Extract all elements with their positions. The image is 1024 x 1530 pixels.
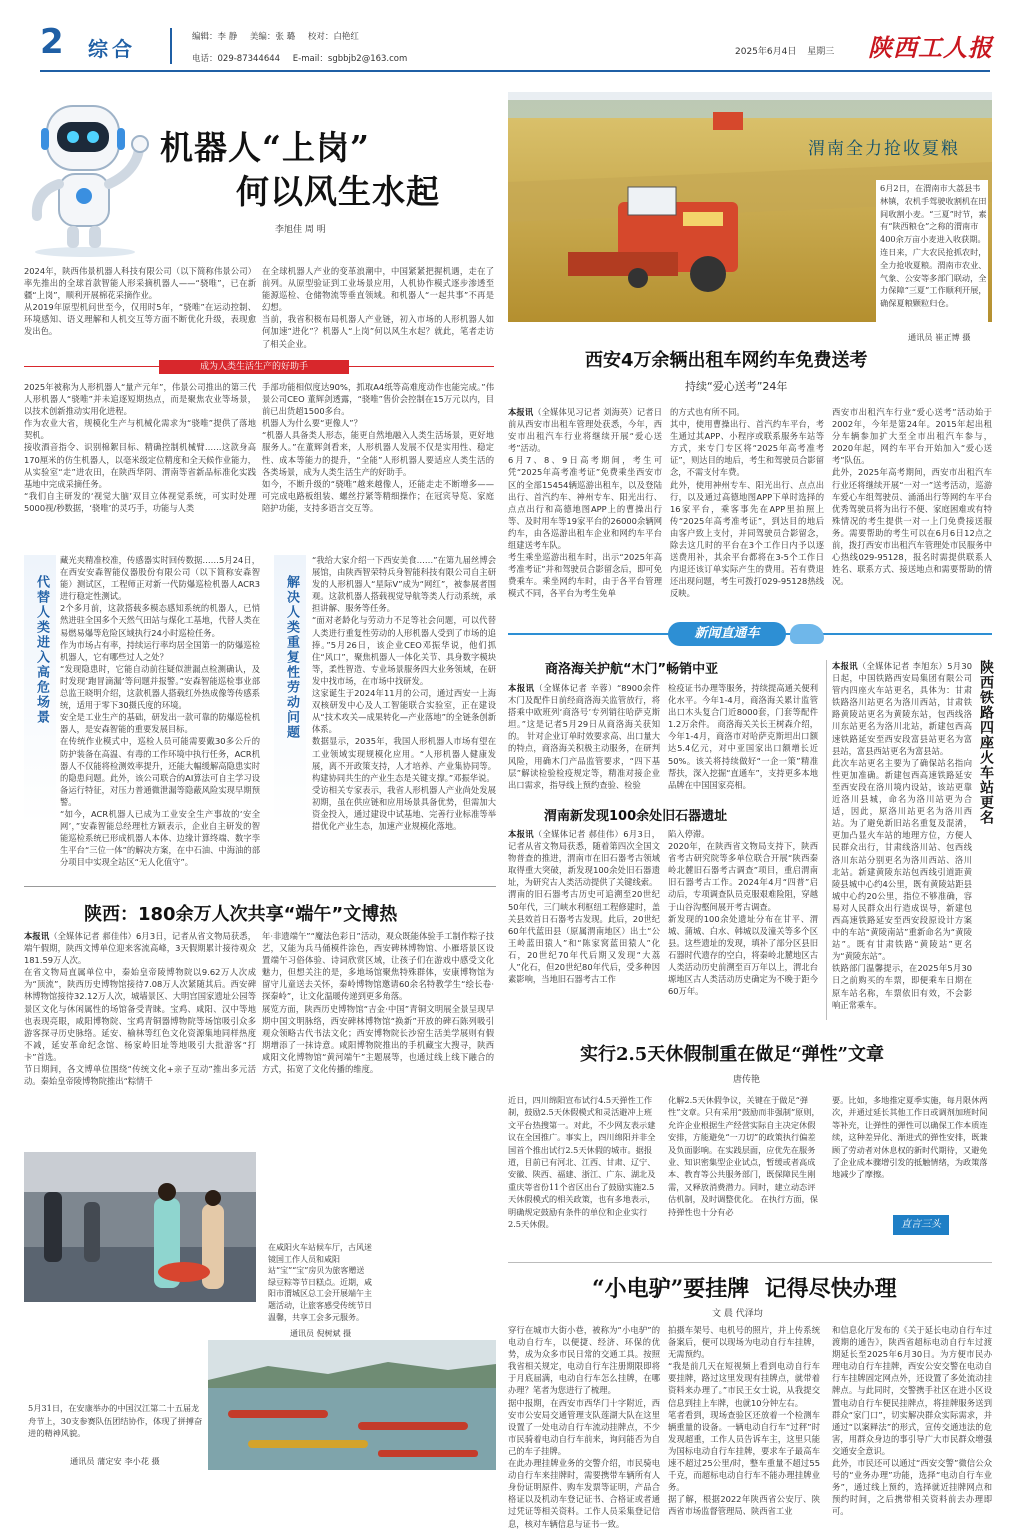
railway-headline: 陕西铁路四座火车站更名 <box>978 660 994 825</box>
sidebar-right-title <box>274 555 306 825</box>
customs-lead: 本报讯 <box>508 683 535 693</box>
ebike-byline: 文 晨 代泽均 <box>712 1309 763 1319</box>
dragon-col2: 年·非遗端午”“魔法色彩日”活动，观众既能体验手工制作粽子技艺，又能为兵马俑模件涂色，西安碑林博物馆、小雁塔景区设置端午习俗体验、诗词欣赏区域，让孩子们在游戏中感受文化魅力，但想关注的是，多地场馆聚焦特殊群体，安康博物馆为留守儿童送去关怀，秦岭博物馆邀请60余名特教学生“绘长卷·探秦岭”，让文化温暖传递到更多角落。 展览方面，陕西历史博物馆“吉金·中国”青铜文明展全景呈现早期中国文明脉络，西安碑林博物馆“换新”开放的碑石陈列吸引观众领略古代书法文化；西安博物院长沙窑生活美学展则有假期增添了一抹诗意。咸阳博物院推出的手机藏宝大搜寻，陕西咸阳文化博物馆“黄河端午”主题展等，也通过线上线下融合的方式，拓宽了文化传播的维度。 <box>262 931 494 1075</box>
customs-col2: 检疫证书办理等服务，持续提高通关便利化水平。今年1-4月，商洛海关累计监管出口木头复合门近8000套，门套等配件1.2万余件。 商洛海关关长王树森介绍，今年1-4月，商洛市对哈萨克斯坦出口额达5.4亿元，对中亚国家出口额增长近50%。该关将持续做好“一企一策”精准帮扶，深入挖掘“直通车”，支持更多本地品牌在中国国家亮相。 <box>668 683 818 790</box>
customs-reporter: （全媒体记者 辛蓉） <box>534 683 617 693</box>
railway-lead: 本报讯 <box>832 661 858 671</box>
railway-reporter: （全媒体记者 李旭东） <box>857 661 948 671</box>
ebike-headline: “小电驴”要挂牌 记得尽快办理 <box>592 1276 897 1302</box>
ebike-col1: 穿行在城市大街小巷，被称为“小电驴”的电动自行车，以便捷、经济、环保的优势，成为众多市民日常的交通工具。按照我省相关规定，电动自行车注册期限即将于月底届满，电动自行车怎么挂牌，在哪办理？笔者为您进行了梳理。 据中报期，在西安市西华门十字附近，西安市公安局交通管理支队莲湖大队在这里设置了一处电动自行车流动挂牌点，不少市民骑着电动自行车前来，询问能否为自己的车子挂牌。 在此办理挂牌业务的交警介绍，市民骑电动自行车来挂牌时，需要携带车辆所有人身份证明原件、购车发票等证明，产品合格证以及机动车登记证书、合格证或者通过凭证等相关资料。工作人员采集登记信息，核对车辆信息与证书一致。 <box>508 1325 660 1529</box>
customs-col1 <box>508 682 660 800</box>
harvest-credit: 通讯员 崔正博 摄 <box>908 332 971 342</box>
taxi-lead: 本报讯 <box>508 407 534 417</box>
holiday-col1: 近日，四川绵阳宣布试行4.5天弹性工作制，鼓励2.5天休假模式和灵活避冲上班文平台热搜第一。对此，不少网友表示建议在全国推广。事实上，四川绵阳并非全国首个推出试行2.5天休假的城市。据报道，目前已有河北、江西、甘肃、辽宁、安徽、陕西、福建、浙江、广东、湖北及重庆等省份11个省区出台了鼓励实施2.5天休假模式的相关政策，也有多地表示，明确规定鼓励有条件的单位和企业实行2.5天休假。 <box>508 1095 656 1230</box>
sidebar-left-title <box>24 555 56 825</box>
station-credit: 通讯员 倪树斌 摄 <box>290 1329 352 1338</box>
robot-byline: 李旭佳 周 明 <box>275 225 326 235</box>
news-express-label: 新闻直通车 <box>668 622 786 646</box>
taxi-col2: 的方式也有所不同。 其中，使用曹操出行、首汽约车平台，考生通过其APP、小程序或联系服务车站等方式，来专门专区将“2025年高考准考证”，则达目的地后，考生和驾驶员合影留念，不需支付车费。 此外，使用神州专车、阳光出行、点点出行，以及通过高德地图APP下单时选择的16家平台，乘客事先在APP里拍照上传“2025年高考准考证”，到达目的地后由客户致上支付，并同驾驶员合影留念，除去这几时的平台在3个工作日内予以逐送费用补，其余平台都将在3-5个工作日内退还该订单实际产生的费用。若有费退还出现问题，考生可拨打029-95128热线反映。 <box>670 407 824 599</box>
robot-sec1-col1: 2025年被称为人形机器人“量产元年”，伟景公司推出的第三代人形机器人“骁唯”并未追逐短期热点，而是聚焦农业等场景，以技术创新推动实用化进程。 作为农业大省，规模化生产与机械化需求为“骁唯”提供了落地契机。 接收酒音指令、识别棉絮目标、精确控制机械臂……这款身高170厘米的仿生机器人，以毫米级定位精度和全天候作业能力，从实验室“走”进农田，在陕西华阴、渭南等省新品标准化实践基地中完成采摘任务。 “我们自主研发的‘视觉大脑’双目立体视觉系统，可实时处理5000视/秒数据，‘骁唯’的灵巧手，功能与人类 <box>24 382 256 513</box>
holiday-col2: 化解2.5天休假争议，关键在于做足“弹性”文章。只有采用“鼓励而非强制”原则，允许企业根据生产经营实际自主决定休假安排，方能避免“一刀切”的政策执行偏差及负面影响。在实践层面，应优先在服务业、知识密集型企业试点，暂缓或者高成本、教育等公共服务部门，既保障民生刚需，又释放消费潜力。同时，建立动态评估机制，及时调整优化。 在执行方面，保持弹性也十分有必 <box>668 1095 820 1217</box>
dragon-boat-credit: 通讯员 蒲定安 李小花 摄 <box>70 1456 160 1466</box>
news-express-banner <box>508 622 992 646</box>
header-credits <box>192 30 359 42</box>
section-name: 综合 <box>88 37 136 61</box>
news-car-icon <box>790 624 824 644</box>
masthead-logo: 陕西工人报 <box>868 33 993 62</box>
header-contact <box>192 52 407 64</box>
sites-reporter: （全媒体记者 郝佳伟） <box>533 829 624 839</box>
sidebar-left-body: 藏光夹精准校准，传感器实时回传数据……5月24日，在西安安森智能仪器股份有限公司（以下简称安森智能）测试区，工程师正对新一代防爆巡检机器人ACR3进行稳定性测试。 2个多月前，这款搭载多模态感知系统的机器人，已悄然进驻全国多个天然气田站与煤化工基地，代替人类在易燃易爆等危险区域执行24小时巡检任务。 作为市场占有率，持续运行率均居全国第一的防爆巡检机器人，它有哪些过人之处？ “发现隐患时，它能自动前往疑似泄漏点检测确认，及时发现‘跑冒滴漏’等问题并报警。”安森智能巡检事业部总监王晓明介绍，这款机器人搭载红外热成像等传感系统，适用于零下30摄氏度的环境。 安全是工业生产的基础，研发出一款可靠的防爆巡检机器人，是安森智能的重要发展目标。 在传统作业模式中，巡检人员可能需要戴30多公斤的防护装备在高温、有毒的工作环境中执行任务，ACR机器人不仅能将检测效率提升，还能大幅缓解高隐患实时的隐患问题。此外，该公司联合的AI算法可自主学习设备运行特征，对压力普通微泄漏等隐蔽风险实现早期预警。 “如今，ACR机器人已成为工业安全生产事故的‘安全网’，”安森智能总经理杜方颖表示，企业自主研发的智能巡检系统已形成机器人本体、边缘计算终端、数字孪生平台“三位一体”的解决方案，在中石油、中海油的部分项目中实现全站区“无人化值守”。 <box>60 555 260 868</box>
holiday-headline: 实行2.5天休假制重在做足“弹性”文章 <box>580 1044 885 1065</box>
harvest-photo-label: 渭南全力抢收夏粮 <box>808 139 960 159</box>
dragon-lead: 本报讯 <box>24 931 50 941</box>
sidebar-left-title-text: 代替人类进入高危场景 <box>34 575 49 725</box>
editor-label: 编辑：李 静 <box>192 32 238 42</box>
robot-headline-line2: 何以风生水起 <box>236 172 440 211</box>
railway-body-text: 5月30日起，中国铁路西安局集团有限公司管内四座火车站更名，具体为：甘肃铁路洛川站更名为洛川西站，甘肃铁路黄陵站更名为黄陵东站，包西线洛川东站更名为洛川北站，新建包西高速铁路延安至西安段富县站更名为富县站，富县西站更名为富县站。 此次车站更名主要为了确保站名指向性更加准确。新建包西高速铁路延安至西安段在洛川境内设站，该站更靠近洛川县城，命名为洛川站更为合适，因此，原洛川站更名为洛川西站。为了避免新旧站名重复及混淆，更加凸显火车站的地理方位，方便人民群众出行，甘肃线洛川站、包西线洛川东站分别更名为洛川西站、洛川北站。新建黄陵东站包西线引道距黄陵县城中心约4公里，既有黄陵站距县城中心约20公里，指位不够准确，容易对人民群众出行造成误导，新建包西高速铁路延安至西安段原设计方案中的车站“黄陵南站”重新命名为“黄陵站”。既有甘肃铁路“黄陵站”更名为“黄陵东站”。 铁路部门温馨提示，在2025年5月30日之前购买的车票，即便乘车日期在原车站名称，车票依旧有效，不会影响正常乘车。 <box>832 661 972 1010</box>
harvest-caption: 6月2日，在渭南市大荔县韦林镇，农机手驾驶收割机在田间收割小麦。“三夏”时节，素有“陕西粮仓”之称的渭南市400余万亩小麦进入收获期。连日来，广大农民抢抓农时，全力抢收夏粮。渭南市农业、气象、公安等多部门联动，全力保障“三夏”工作顺利开展，确保夏粮颗粒归仓。 <box>876 180 988 330</box>
weekday-text: 星期三 <box>807 47 835 57</box>
robot-illustration <box>15 92 155 257</box>
sites-col2: 陷入停滞。 2020年，在陕西省文物局支持下，陕西省考古研究院等多单位联合开展“陕西秦岭北麓旧石器考古调查”项目，重启渭南旧石器考古工作。2024年4月“四普”启动后，专项调查队员克服艰难险阻，穿越于山谷沟壑间展开考古调查。 新发现的100余处遗址分布在甘平、渭城、蒲城、白水、韩城以及潼关等多个区县。这些遗址的发现，填补了部分区县旧石器时代遗存的空白，将秦岭北麓地区古人类活动历史前溯至百万年以上，渭北台塬地区古人类活动历史确定为不晚于距今60万年。 <box>668 829 818 997</box>
proof-label: 校对：白艳红 <box>307 32 359 42</box>
robot-headline-line1: 机器人“上岗” <box>160 128 370 167</box>
station-caption: 在咸阳火车站候车厅，古风迷镜国工作人员和咸阳站“宝”“宝”房贝为旅客赠送绿豆粽等节日糕点。近期，咸阳市渭城区总工会开展端午主题活动，让旅客感受传统节日温馨，共享工会多元服务。 <box>268 1243 372 1322</box>
header-rule <box>40 70 990 72</box>
subhead-life-helper: 成为人类生活生产的好助手 <box>159 360 349 374</box>
sites-lead: 本报讯 <box>508 829 534 839</box>
dragon-reporter: （全媒体记者 郝佳伟） <box>49 931 137 941</box>
taxi-subtitle: 持续“爱心送考”24年 <box>685 380 788 393</box>
taxi-reporter: （全媒体见习记者 刘海英） <box>533 407 637 417</box>
ebike-col2: 拍摄车架号、电机号的照片，并上传系统备案后，便可以现场为电动自行车挂牌，无需预约。 “我是前几天在短视频上看到电动自行车要挂牌，路过这里发现有挂牌点，就带着资料来办理了。”市民王女士说，从我提交信息到挂上车牌，也就10分钟左右。 笔者看到，现场查验区还放着一个检测车辆重量的设备。一辆电动自行车“过秤”时发现超重，工作人员告诉车主，这里只能为国标电动自行车挂牌，要求车子最高车速不超过25公里/时，整车重量不超过55千克，而超标电动自行车不能办理挂牌业务。 据了解，根据2022年陕西省公安厅、陕西省市场监督管理局、陕西省工业 <box>668 1325 820 1517</box>
holiday-bottom-rule <box>508 1262 992 1263</box>
dragon-headline: 陕西：180余万人次共享“端午”文博热 <box>84 904 398 925</box>
phone-text: 电话：029-87344644 <box>192 54 281 64</box>
railway-vertical-rule <box>826 660 827 1020</box>
dragon-col1 <box>24 930 256 1142</box>
dragon-boat-photo <box>208 1340 496 1470</box>
robot-subhead-bar <box>24 360 494 374</box>
taxi-col1-text: 记者日前从西安市出租车管理处获悉，今年，西安市出租汽车行业将继续开展“爱心送考”活动。 6月7、8、9日高考期间，考生可凭“2025年高考准考证”免费乘坐西安市区的全部15454辆巡游出租车，以及登陆出行、首汽约车、神州专车、阳光出行、点点出行和高德地图APP上的曹操出行等、及时用车等19家平台的26000余辆网约车，由各巡游出租车企业和网约车平台组建送考车队。 考生乘坐巡游出租车时，出示“2025年高考准考证”并和驾驶员合影留念后，即可免费乘车。乘坐网约车时，由于各平台管理模式不同，各平台为考生免单 <box>508 407 662 599</box>
holiday-tag: 直言三头 <box>893 1215 949 1235</box>
robot-bottom-rule <box>24 886 496 887</box>
holiday-author: 唐传艳 <box>733 1075 761 1085</box>
taxi-col3: 西安市出租汽车行业“爱心送考”活动始于2002年，今年是第24年。2015年起出租分车辆参加扩大至全市出租汽车参与，2020年起，网约车平台开始加入“爱心送考”队伍。 此外，2025年高考期间，西安市出租汽车行业还将继续开展“一对一”送考活动，巡游车爱心车组驾驶员、涌涌出行等网约车平台优秀驾驶员将为出行不便、家庭困难或有特殊情况的考生提供一对一上门免费接送服务。需要帮助的考生可以在6月6日12点之前，拨打西安市出租汽车管理处市民服务中心热线029-95128，报名时需提供联系人姓名、联系方式、接送地点和需要帮助的情况。 <box>832 407 992 587</box>
sidebar-right-title-text: 解决人类重复性劳动问题 <box>284 575 299 740</box>
date-text: 2025年6月4日 <box>735 47 797 57</box>
customs-headline: 商洛海关护航“木门”畅销中亚 <box>545 662 719 677</box>
sites-col1 <box>508 828 660 1023</box>
ebike-col3: 和信息化厅发布的《关于延长电动自行车过渡期的通告》，陕西省超标电动自行车过渡期延长至2025年6月30日。为方便市民办理电动自行车挂牌，西安公安交警在电动自行车挂牌固定网点外，还设置了多处流动挂牌点。与此同时，交警携手社区在进小区设置电动自行车便民挂牌点，将挂牌服务送到群众“家门口”，切实解决群众实际需求，并通过“以案释法”的形式，宣传交通违法的危害，用群众身边的事引导广大市民群众增强交通安全意识。 此外，市民还可以通过“西安交警”微信公众号的“业务办理”功能，选择“电动自行车业务”，通过线上预约，选择就近挂牌网点和预约时间，之后携带相关资料前去办理即可。 <box>832 1325 992 1517</box>
sites-col1-text: 6月3日，记者从省文物局获悉，随着第四次全国文物普查的推进，渭南市在旧石器考古领域取得重大突破，新发现100余处旧石器遗址，为研究古人类活动提供了关键线索。 渭南的旧石器考古历史可追溯至20世纪50年代，三门峡水利枢纽工程修建时，盖关县效首日石器考古发现。此后，20世纪60年代蓝田县（原属渭南地区）出土“公王岭蓝田猿人”和“陈家窝蓝田猿人”化石，20世纪70年代后期又发现“大荔人”化石，但20世纪80年代后，受多种因素影响，当地旧石器考古工作 <box>508 829 660 985</box>
robot-sec1-col2: 手部功能相似度达90%，抓取A4纸等高难度动作也能完成。”伟景公司CEO 董辉剑透露，“骁唯”售价会控制在15万元以内，目前已出货超1500多台。 机器人为什么要“更像人”？ “机器人具备类人形态，能更自然地融入人类生活场景，更好地服务人。”在董辉剑看来，人形机器人发展不仅是实用性、稳定性、成本等能力的提升，“全能”人形机器人要适应人类生活的各类场景，成为人类生活生产的好助手。 如今，不断升级的“骁唯”越来越像人，还能走走不断增多——可完成电路板组装、螺丝拧紧等精细操作；在冠宾导览、家庭陪护功能，支持多语言交互等。 <box>262 382 494 513</box>
dragon-col1-text: 6月3日，记者从省文物局获悉，端午假期，陕西文博单位迎来客流高峰，3天假期累计接待观众181.59万人次。 在省文物局直属单位中，秦始皇帝陵博物院以9.62万人次成为“顶流”，陕西历史博物馆接待7.08万人次紧随其后。西安碑林博物馆接待32.12万人次，城墙景区、大明宫国家遗址公园等景区文化与休闲属性的场馆备受青睐。宝鸡、咸阳、汉中等地也表现亮眼，咸阳博物院、宝鸡青铜器博物院等场馆吸引众多游客探寻历史脉络。延安、榆林等红色文化资源集地同样热度不减，延安革命纪念馆、杨家岭旧址等地吸引大批游客“打卡”首选。 节日期间，各文博单位围绕“传统文化+亲子互动”推出多元活动。秦始皇帝陵博物院推出“粽情千 <box>24 931 256 1087</box>
dragon-boat-caption: 5月31日，在安康举办的中国汉江第二十五届龙舟节上，30支参赛队伍团结协作，体现了拼搏奋进的精神风貌。 <box>28 1403 203 1438</box>
header-divider-vertical <box>170 28 172 64</box>
sites-headline: 渭南新发现100余处旧石器遗址 <box>544 809 728 824</box>
robot-intro-col2: 在全球机器人产业的变革浪潮中，中国紧紧把握机遇，走在了前列。从原型验证到工业场景应用，人机协作模式逐步渗透至能源巡检、仓储物流等垂直领域。和机器人“一起共事”不再是幻想。 当前，我省积极布局机器人产业链，初入市场的人形机器人如何加速“进化”？机器人“上岗”何以风生水起？就此，笔者走访了相关企业。 <box>262 266 494 349</box>
sidebar-right-body: “我给大家介绍一下西安美食……”在第九届丝博会展馆，由陕西智荣特兵身智能科技有限公司自主研发的人形机器人“星际V”成为“网红”，被参展者围观。这款机器人搭载视觉导航等类人行动系统，承担讲解、服务等任务。 “面对老龄化与劳动力不足等社会问题，可以代替人类进行重复性劳动的人形机器人受到了市场的追捧。”5月26日，该企业CEO邓振华说，他们抓住“风口”，聚焦机器人一体化关节、具身数字模块等，柔性智造、专业场景服务四大业务领域，在研发中找市场，在市场中找研发。 这家诞生于2024年11月的公司，通过西安一上海双核研发中心及人工智能联合实验室，正在建设从“技术攻关—成果转化—产业落地”的全链条创新体系。 数据显示，2035年，我国人形机器人市场有望在工业领域实现规模化应用。“人形机器人健康发展，离不开政策支持，人才培养、产业集协同等。构建协同共生的产业生态是关键支撑。”邓振华说。 受访相关专家表示，我省人形机器人产业尚处发展初期，虽在供应链和应用场景具备优势，但需加大资金投入，通过建设中试基地、完善行业标准等举措优化产业生态，加速产业规模化落地。 <box>312 555 496 832</box>
robot-intro-col1: 2024年，陕西伟景机器人科技有限公司（以下简称伟景公司）率先推出的全球首款智能人形采摘机器人——“骁唯”，已在新疆“上岗”，顺利开展棉花采摘作业。 从2019年原型机问世至今，仅用时5年，“骁唯”在运动控制、环境感知、语义理解和人机交互等方面不断优化升级，表现愈发出色。 <box>24 266 256 337</box>
taxi-headline: 西安4万余辆出租车网约车免费送考 <box>585 350 868 371</box>
designer-label: 美编：张 璐 <box>249 32 296 42</box>
railway-body <box>832 660 972 1020</box>
page-number: 2 <box>40 22 64 62</box>
holiday-col3: 要。比如，多地推定夏季实施，每月限休两次，并通过延长其他工作日或调剂加班时间等补充，让弹性的弹性可以确保工作本质连续，这种差异化、渐进式的弹性安排，既兼顾了劳动者对休息权的新时代期待，又避免了企业成本骤增引发的抵触情绪，为政策落地减少了摩擦。 <box>832 1095 988 1180</box>
email-text: E-mail：sgbbjb2@163.com <box>292 54 408 64</box>
station-photo <box>24 1152 256 1302</box>
customs-col1-text: “8900余件木门及配件日前经商洛海关监管放行，将搭乘中欧班列‘商洛号’专列销往哈萨克斯坦。”这是记者5月29日从商洛海关获知的。 针对企业订单时效要求高、出口量大的特点，商洛海关积极主动服务，在研判风险，用确木门产品监管要求，“四下基层”解读检验检疫规定等，精准对接企业出口需求，指导线上预约查验、检验 <box>508 683 660 790</box>
taxi-col1 <box>508 406 662 616</box>
issue-date <box>735 44 834 57</box>
